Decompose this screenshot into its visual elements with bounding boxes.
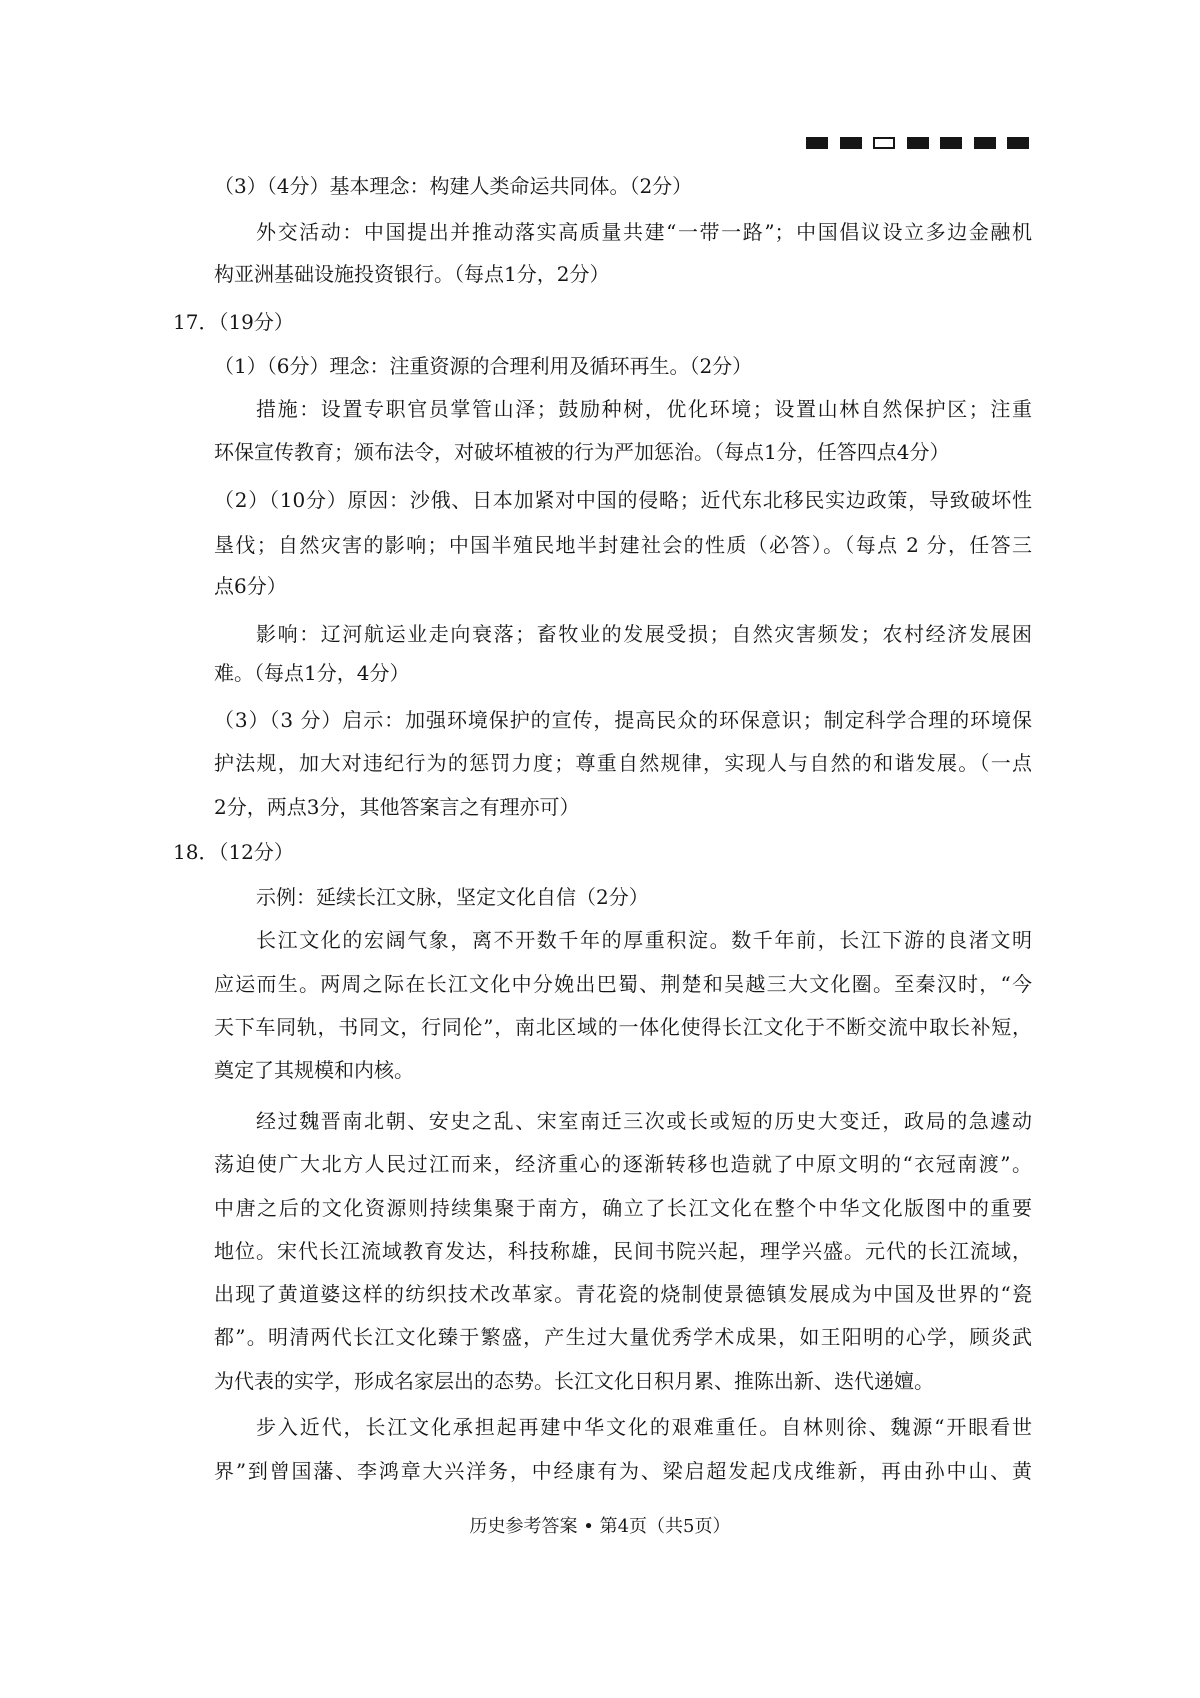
q17-part3-line-1: （3）（3 分）启示：加强环境保护的宣传，提高民众的环保意识；制定科学合理的环境保 (214, 708, 1032, 732)
q17-part1-line-1: （1）（6分）理念：注重资源的合理利用及循环再生。（2分） (214, 354, 753, 378)
q18-paragraph1-line-4: 奠定了其规模和内核。 (214, 1058, 414, 1082)
q18-example-title: 示例：延续长江文脉，坚定文化自信（2分） (256, 885, 649, 909)
q17-part1-line-2: 措施：设置专职官员掌管山泽；鼓励种树，优化环境；设置山林自然保护区；注重 (256, 397, 1032, 421)
q18-paragraph1-line-2: 应运而生。两周之际在长江文化中分娩出巴蜀、荆楚和吴越三大文化圈。至秦汉时，“今 (214, 972, 1032, 996)
header-mark-filled (974, 137, 996, 149)
header-mark-filled (940, 137, 962, 149)
header-marks (806, 137, 1030, 149)
q17-heading: 17．（19分） (173, 310, 294, 334)
header-mark-filled (1007, 137, 1029, 149)
q16-part3-line-1: （3）（4分）基本理念：构建人类命运共同体。（2分） (214, 174, 693, 198)
q18-paragraph3-line-1: 步入近代，长江文化承担起再建中华文化的艰难重任。自林则徐、魏源“开眼看世 (256, 1415, 1032, 1439)
header-mark-filled (907, 137, 929, 149)
q18-paragraph1-line-1: 长江文化的宏阔气象，离不开数千年的厚重积淀。数千年前，长江下游的良渚文明 (256, 928, 1032, 952)
q18-paragraph2-line-6: 都”。明清两代长江文化臻于繁盛，产生过大量优秀学术成果，如王阳明的心学，顾炎武 (214, 1325, 1032, 1349)
q17-part2-line-3: 点6分） (214, 574, 287, 598)
header-mark-filled (806, 137, 828, 149)
q17-part2-line-2: 垦伐；自然灾害的影响；中国半殖民地半封建社会的性质（必答）。（每点 2 分，任答三 (214, 533, 1032, 557)
q17-part3-line-2: 护法规，加大对违纪行为的惩罚力度；尊重自然规律，实现人与自然的和谐发展。（一点 (214, 751, 1032, 775)
q17-part2-line-5: 难。（每点1分，4分） (214, 661, 410, 685)
q18-paragraph1-line-3: 天下车同轨，书同文，行同伦”，南北区域的一体化使得长江文化于不断交流中取长补短， (214, 1015, 1032, 1039)
q16-part3-line-3: 构亚洲基础设施投资银行。（每点1分，2分） (214, 262, 610, 286)
q18-heading: 18．（12分） (173, 840, 294, 864)
q18-paragraph2-line-7: 为代表的实学，形成名家层出的态势。长江文化日积月累、推陈出新、迭代递嬗。 (214, 1369, 934, 1393)
q18-paragraph2-line-4: 地位。宋代长江流域教育发达，科技称雄，民间书院兴起，理学兴盛。元代的长江流域， (214, 1239, 1032, 1263)
q17-part1-line-3: 环保宣传教育；颁布法令，对破坏植被的行为严加惩治。（每点1分，任答四点4分） (214, 440, 950, 464)
q18-paragraph2-line-5: 出现了黄道婆这样的纺织技术改革家。青花瓷的烧制使景德镇发展成为中国及世界的“瓷 (214, 1282, 1032, 1306)
q18-paragraph2-line-2: 荡迫使广大北方人民过江而来，经济重心的逐渐转移也造就了中原文明的“衣冠南渡”。 (214, 1152, 1032, 1176)
q18-paragraph2-line-3: 中唐之后的文化资源则持续集聚于南方，确立了长江文化在整个中华文化版图中的重要 (214, 1196, 1032, 1220)
header-mark-hollow (873, 137, 895, 149)
q16-part3-line-2: 外交活动：中国提出并推动落实高质量共建“一带一路”；中国倡议设立多边金融机 (256, 220, 1032, 244)
page-footer: 历史参考答案 • 第4页（共5页） (469, 1516, 731, 1537)
header-mark-filled (840, 137, 862, 149)
q18-paragraph2-line-1: 经过魏晋南北朝、安史之乱、宋室南迁三次或长或短的历史大变迁，政局的急遽动 (256, 1109, 1032, 1133)
q17-part2-line-4: 影响：辽河航运业走向衰落；畜牧业的发展受损；自然灾害频发；农村经济发展困 (256, 622, 1032, 646)
q17-part3-line-3: 2分，两点3分，其他答案言之有理亦可） (214, 795, 580, 819)
q18-paragraph3-line-2: 界”到曾国藩、李鸿章大兴洋务，中经康有为、梁启超发起戊戌维新，再由孙中山、黄 (214, 1459, 1032, 1483)
q17-part2-line-1: （2）（10分）原因：沙俄、日本加紧对中国的侵略；近代东北移民实边政策，导致破坏性 (214, 488, 1032, 512)
